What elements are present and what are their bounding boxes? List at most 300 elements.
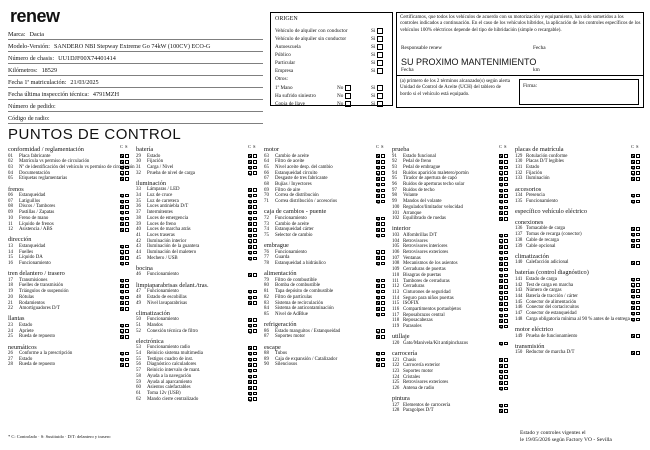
substituted-checkbox[interactable]	[253, 188, 257, 192]
controlled-checkbox[interactable]	[499, 370, 503, 374]
checkbox[interactable]	[377, 60, 383, 66]
substituted-checkbox[interactable]	[504, 194, 508, 198]
substituted-checkbox[interactable]	[504, 325, 508, 329]
substituted-checkbox[interactable]	[125, 250, 129, 254]
substituted-checkbox[interactable]	[125, 352, 129, 356]
substituted-checkbox[interactable]	[253, 194, 257, 198]
substituted-checkbox[interactable]	[253, 234, 257, 238]
controlled-checkbox[interactable]	[120, 296, 124, 300]
substituted-checkbox[interactable]	[125, 245, 129, 249]
substituted-checkbox[interactable]	[381, 171, 385, 175]
controlled-checkbox[interactable]	[499, 257, 503, 261]
checkbox[interactable]	[377, 85, 383, 91]
substituted-checkbox[interactable]	[504, 211, 508, 215]
substituted-checkbox[interactable]	[636, 154, 640, 158]
substituted-checkbox[interactable]	[504, 319, 508, 323]
substituted-checkbox[interactable]	[504, 404, 508, 408]
controlled-checkbox[interactable]	[376, 222, 380, 226]
controlled-checkbox[interactable]	[499, 285, 503, 289]
controlled-checkbox[interactable]	[120, 177, 124, 181]
controlled-checkbox[interactable]	[248, 318, 252, 322]
substituted-checkbox[interactable]	[125, 228, 129, 232]
question-si-checkbox[interactable]	[371, 93, 383, 99]
controlled-checkbox[interactable]	[376, 290, 380, 294]
controlled-checkbox[interactable]	[248, 397, 252, 401]
substituted-checkbox[interactable]	[125, 363, 129, 367]
controlled-checkbox[interactable]	[631, 154, 635, 158]
controlled-checkbox[interactable]	[120, 307, 124, 311]
substituted-checkbox[interactable]	[253, 358, 257, 362]
substituted-checkbox[interactable]	[125, 205, 129, 209]
substituted-checkbox[interactable]	[125, 222, 129, 226]
substituted-checkbox[interactable]	[636, 244, 640, 248]
substituted-checkbox[interactable]	[381, 335, 385, 339]
substituted-checkbox[interactable]	[381, 262, 385, 266]
controlled-checkbox[interactable]	[248, 234, 252, 238]
controlled-checkbox[interactable]	[376, 284, 380, 288]
checkbox[interactable]	[345, 101, 351, 107]
controlled-checkbox[interactable]	[499, 166, 503, 170]
substituted-checkbox[interactable]	[504, 291, 508, 295]
controlled-checkbox[interactable]	[120, 279, 124, 283]
controlled-checkbox[interactable]	[376, 166, 380, 170]
controlled-checkbox[interactable]	[248, 245, 252, 249]
controlled-checkbox[interactable]	[631, 261, 635, 265]
controlled-checkbox[interactable]	[248, 324, 252, 328]
substituted-checkbox[interactable]	[381, 183, 385, 187]
substituted-checkbox[interactable]	[253, 160, 257, 164]
substituted-checkbox[interactable]	[253, 273, 257, 277]
controlled-checkbox[interactable]	[376, 228, 380, 232]
substituted-checkbox[interactable]	[636, 306, 640, 310]
substituted-checkbox[interactable]	[504, 177, 508, 181]
controlled-checkbox[interactable]	[120, 352, 124, 356]
substituted-checkbox[interactable]	[504, 268, 508, 272]
controlled-checkbox[interactable]	[120, 284, 124, 288]
controlled-checkbox[interactable]	[499, 251, 503, 255]
substituted-checkbox[interactable]	[125, 324, 129, 328]
controlled-checkbox[interactable]	[499, 387, 503, 391]
substituted-checkbox[interactable]	[504, 314, 508, 318]
substituted-checkbox[interactable]	[381, 222, 385, 226]
controlled-checkbox[interactable]	[376, 200, 380, 204]
controlled-checkbox[interactable]	[499, 239, 503, 243]
substituted-checkbox[interactable]	[381, 250, 385, 254]
controlled-checkbox[interactable]	[248, 352, 252, 356]
substituted-checkbox[interactable]	[636, 295, 640, 299]
substituted-checkbox[interactable]	[381, 307, 385, 311]
controlled-checkbox[interactable]	[376, 160, 380, 164]
substituted-checkbox[interactable]	[253, 369, 257, 373]
controlled-checkbox[interactable]	[376, 335, 380, 339]
substituted-checkbox[interactable]	[381, 217, 385, 221]
origin-si-checkbox[interactable]	[371, 68, 383, 74]
substituted-checkbox[interactable]	[253, 211, 257, 215]
substituted-checkbox[interactable]	[504, 251, 508, 255]
controlled-checkbox[interactable]	[499, 279, 503, 283]
substituted-checkbox[interactable]	[504, 296, 508, 300]
substituted-checkbox[interactable]	[381, 352, 385, 356]
controlled-checkbox[interactable]	[120, 200, 124, 204]
substituted-checkbox[interactable]	[125, 329, 129, 333]
substituted-checkbox[interactable]	[125, 262, 129, 266]
controlled-checkbox[interactable]	[376, 217, 380, 221]
substituted-checkbox[interactable]	[636, 301, 640, 305]
substituted-checkbox[interactable]	[504, 217, 508, 221]
substituted-checkbox[interactable]	[253, 166, 257, 170]
substituted-checkbox[interactable]	[253, 251, 257, 255]
controlled-checkbox[interactable]	[631, 278, 635, 282]
substituted-checkbox[interactable]	[253, 154, 257, 158]
substituted-checkbox[interactable]	[253, 352, 257, 356]
controlled-checkbox[interactable]	[120, 250, 124, 254]
controlled-checkbox[interactable]	[499, 364, 503, 368]
substituted-checkbox[interactable]	[504, 285, 508, 289]
controlled-checkbox[interactable]	[248, 217, 252, 221]
substituted-checkbox[interactable]	[253, 200, 257, 204]
controlled-checkbox[interactable]	[248, 171, 252, 175]
controlled-checkbox[interactable]	[248, 386, 252, 390]
substituted-checkbox[interactable]	[125, 200, 129, 204]
substituted-checkbox[interactable]	[504, 206, 508, 210]
substituted-checkbox[interactable]	[381, 363, 385, 367]
controlled-checkbox[interactable]	[499, 291, 503, 295]
substituted-checkbox[interactable]	[381, 279, 385, 283]
question-no-checkbox[interactable]	[337, 85, 351, 91]
controlled-checkbox[interactable]	[120, 335, 124, 339]
origin-si-checkbox[interactable]	[371, 28, 383, 34]
controlled-checkbox[interactable]	[499, 409, 503, 413]
origin-si-checkbox[interactable]	[371, 52, 383, 58]
origin-si-checkbox[interactable]	[371, 60, 383, 66]
substituted-checkbox[interactable]	[381, 329, 385, 333]
checkbox[interactable]	[377, 93, 383, 99]
controlled-checkbox[interactable]	[499, 189, 503, 193]
substituted-checkbox[interactable]	[504, 245, 508, 249]
substituted-checkbox[interactable]	[381, 194, 385, 198]
controlled-checkbox[interactable]	[499, 211, 503, 215]
controlled-checkbox[interactable]	[248, 257, 252, 261]
controlled-checkbox[interactable]	[120, 211, 124, 215]
controlled-checkbox[interactable]	[376, 352, 380, 356]
substituted-checkbox[interactable]	[125, 307, 129, 311]
controlled-checkbox[interactable]	[248, 301, 252, 305]
substituted-checkbox[interactable]	[253, 205, 257, 209]
controlled-checkbox[interactable]	[120, 166, 124, 170]
controlled-checkbox[interactable]	[248, 380, 252, 384]
controlled-checkbox[interactable]	[376, 194, 380, 198]
controlled-checkbox[interactable]	[499, 319, 503, 323]
substituted-checkbox[interactable]	[381, 200, 385, 204]
controlled-checkbox[interactable]	[499, 177, 503, 181]
substituted-checkbox[interactable]	[636, 177, 640, 181]
substituted-checkbox[interactable]	[381, 358, 385, 362]
controlled-checkbox[interactable]	[248, 290, 252, 294]
substituted-checkbox[interactable]	[381, 160, 385, 164]
controlled-checkbox[interactable]	[499, 171, 503, 175]
controlled-checkbox[interactable]	[631, 160, 635, 164]
controlled-checkbox[interactable]	[376, 171, 380, 175]
substituted-checkbox[interactable]	[636, 351, 640, 355]
substituted-checkbox[interactable]	[636, 166, 640, 170]
controlled-checkbox[interactable]	[631, 301, 635, 305]
controlled-checkbox[interactable]	[631, 177, 635, 181]
controlled-checkbox[interactable]	[499, 302, 503, 306]
controlled-checkbox[interactable]	[499, 245, 503, 249]
substituted-checkbox[interactable]	[504, 302, 508, 306]
substituted-checkbox[interactable]	[636, 233, 640, 237]
substituted-checkbox[interactable]	[125, 171, 129, 175]
controlled-checkbox[interactable]	[631, 283, 635, 287]
controlled-checkbox[interactable]	[631, 334, 635, 338]
substituted-checkbox[interactable]	[636, 239, 640, 243]
controlled-checkbox[interactable]	[499, 274, 503, 278]
substituted-checkbox[interactable]	[636, 312, 640, 316]
substituted-checkbox[interactable]	[504, 154, 508, 158]
substituted-checkbox[interactable]	[253, 392, 257, 396]
controlled-checkbox[interactable]	[248, 363, 252, 367]
controlled-checkbox[interactable]	[376, 358, 380, 362]
controlled-checkbox[interactable]	[376, 301, 380, 305]
substituted-checkbox[interactable]	[253, 301, 257, 305]
controlled-checkbox[interactable]	[248, 369, 252, 373]
controlled-checkbox[interactable]	[499, 296, 503, 300]
controlled-checkbox[interactable]	[631, 171, 635, 175]
controlled-checkbox[interactable]	[120, 363, 124, 367]
substituted-checkbox[interactable]	[381, 234, 385, 238]
controlled-checkbox[interactable]	[376, 307, 380, 311]
substituted-checkbox[interactable]	[504, 279, 508, 283]
controlled-checkbox[interactable]	[248, 375, 252, 379]
substituted-checkbox[interactable]	[125, 284, 129, 288]
substituted-checkbox[interactable]	[504, 370, 508, 374]
origin-si-checkbox[interactable]	[371, 44, 383, 50]
checkbox[interactable]	[377, 68, 383, 74]
substituted-checkbox[interactable]	[636, 289, 640, 293]
substituted-checkbox[interactable]	[381, 290, 385, 294]
substituted-checkbox[interactable]	[504, 160, 508, 164]
substituted-checkbox[interactable]	[253, 386, 257, 390]
substituted-checkbox[interactable]	[636, 160, 640, 164]
controlled-checkbox[interactable]	[248, 346, 252, 350]
controlled-checkbox[interactable]	[248, 251, 252, 255]
controlled-checkbox[interactable]	[631, 194, 635, 198]
substituted-checkbox[interactable]	[504, 239, 508, 243]
controlled-checkbox[interactable]	[631, 227, 635, 231]
substituted-checkbox[interactable]	[504, 166, 508, 170]
substituted-checkbox[interactable]	[125, 290, 129, 294]
substituted-checkbox[interactable]	[253, 346, 257, 350]
controlled-checkbox[interactable]	[499, 217, 503, 221]
controlled-checkbox[interactable]	[376, 189, 380, 193]
controlled-checkbox[interactable]	[120, 228, 124, 232]
controlled-checkbox[interactable]	[120, 329, 124, 333]
substituted-checkbox[interactable]	[504, 409, 508, 413]
question-no-checkbox[interactable]	[337, 93, 351, 99]
substituted-checkbox[interactable]	[504, 200, 508, 204]
substituted-checkbox[interactable]	[253, 363, 257, 367]
substituted-checkbox[interactable]	[636, 227, 640, 231]
substituted-checkbox[interactable]	[381, 177, 385, 181]
substituted-checkbox[interactable]	[253, 171, 257, 175]
substituted-checkbox[interactable]	[125, 217, 129, 221]
substituted-checkbox[interactable]	[504, 308, 508, 312]
controlled-checkbox[interactable]	[248, 194, 252, 198]
substituted-checkbox[interactable]	[381, 296, 385, 300]
controlled-checkbox[interactable]	[499, 194, 503, 198]
controlled-checkbox[interactable]	[248, 392, 252, 396]
substituted-checkbox[interactable]	[125, 301, 129, 305]
substituted-checkbox[interactable]	[253, 329, 257, 333]
substituted-checkbox[interactable]	[504, 375, 508, 379]
controlled-checkbox[interactable]	[248, 200, 252, 204]
substituted-checkbox[interactable]	[504, 364, 508, 368]
controlled-checkbox[interactable]	[120, 290, 124, 294]
substituted-checkbox[interactable]	[253, 222, 257, 226]
substituted-checkbox[interactable]	[125, 154, 129, 158]
checkbox[interactable]	[345, 85, 351, 91]
controlled-checkbox[interactable]	[248, 329, 252, 333]
controlled-checkbox[interactable]	[376, 177, 380, 181]
substituted-checkbox[interactable]	[381, 301, 385, 305]
question-si-checkbox[interactable]	[371, 101, 383, 107]
controlled-checkbox[interactable]	[631, 244, 635, 248]
substituted-checkbox[interactable]	[504, 262, 508, 266]
substituted-checkbox[interactable]	[381, 154, 385, 158]
controlled-checkbox[interactable]	[631, 351, 635, 355]
checkbox[interactable]	[345, 93, 351, 99]
controlled-checkbox[interactable]	[248, 160, 252, 164]
substituted-checkbox[interactable]	[253, 380, 257, 384]
substituted-checkbox[interactable]	[504, 257, 508, 261]
controlled-checkbox[interactable]	[248, 188, 252, 192]
checkbox[interactable]	[377, 28, 383, 34]
controlled-checkbox[interactable]	[631, 166, 635, 170]
controlled-checkbox[interactable]	[120, 194, 124, 198]
controlled-checkbox[interactable]	[376, 154, 380, 158]
substituted-checkbox[interactable]	[636, 171, 640, 175]
substituted-checkbox[interactable]	[253, 217, 257, 221]
controlled-checkbox[interactable]	[499, 308, 503, 312]
controlled-checkbox[interactable]	[499, 262, 503, 266]
substituted-checkbox[interactable]	[125, 177, 129, 181]
controlled-checkbox[interactable]	[499, 154, 503, 158]
substituted-checkbox[interactable]	[636, 261, 640, 265]
controlled-checkbox[interactable]	[376, 363, 380, 367]
substituted-checkbox[interactable]	[125, 358, 129, 362]
controlled-checkbox[interactable]	[248, 358, 252, 362]
controlled-checkbox[interactable]	[120, 217, 124, 221]
controlled-checkbox[interactable]	[120, 358, 124, 362]
substituted-checkbox[interactable]	[504, 234, 508, 238]
controlled-checkbox[interactable]	[248, 228, 252, 232]
controlled-checkbox[interactable]	[376, 234, 380, 238]
substituted-checkbox[interactable]	[504, 381, 508, 385]
controlled-checkbox[interactable]	[499, 314, 503, 318]
controlled-checkbox[interactable]	[499, 342, 503, 346]
controlled-checkbox[interactable]	[120, 154, 124, 158]
substituted-checkbox[interactable]	[636, 318, 640, 322]
checkbox[interactable]	[377, 101, 383, 107]
substituted-checkbox[interactable]	[504, 274, 508, 278]
substituted-checkbox[interactable]	[253, 290, 257, 294]
controlled-checkbox[interactable]	[499, 200, 503, 204]
substituted-checkbox[interactable]	[381, 228, 385, 232]
substituted-checkbox[interactable]	[253, 257, 257, 261]
controlled-checkbox[interactable]	[499, 404, 503, 408]
substituted-checkbox[interactable]	[125, 256, 129, 260]
substituted-checkbox[interactable]	[253, 324, 257, 328]
substituted-checkbox[interactable]	[381, 256, 385, 260]
substituted-checkbox[interactable]	[125, 279, 129, 283]
controlled-checkbox[interactable]	[499, 325, 503, 329]
substituted-checkbox[interactable]	[636, 200, 640, 204]
controlled-checkbox[interactable]	[499, 234, 503, 238]
substituted-checkbox[interactable]	[636, 334, 640, 338]
substituted-checkbox[interactable]	[504, 189, 508, 193]
controlled-checkbox[interactable]	[248, 239, 252, 243]
controlled-checkbox[interactable]	[376, 313, 380, 317]
substituted-checkbox[interactable]	[125, 166, 129, 170]
controlled-checkbox[interactable]	[120, 205, 124, 209]
substituted-checkbox[interactable]	[253, 296, 257, 300]
substituted-checkbox[interactable]	[381, 166, 385, 170]
substituted-checkbox[interactable]	[381, 313, 385, 317]
controlled-checkbox[interactable]	[376, 256, 380, 260]
substituted-checkbox[interactable]	[253, 245, 257, 249]
question-si-checkbox[interactable]	[371, 85, 383, 91]
substituted-checkbox[interactable]	[125, 194, 129, 198]
controlled-checkbox[interactable]	[248, 296, 252, 300]
controlled-checkbox[interactable]	[248, 222, 252, 226]
controlled-checkbox[interactable]	[499, 358, 503, 362]
controlled-checkbox[interactable]	[120, 222, 124, 226]
substituted-checkbox[interactable]	[636, 278, 640, 282]
controlled-checkbox[interactable]	[631, 233, 635, 237]
controlled-checkbox[interactable]	[499, 206, 503, 210]
controlled-checkbox[interactable]	[248, 166, 252, 170]
controlled-checkbox[interactable]	[120, 160, 124, 164]
controlled-checkbox[interactable]	[499, 183, 503, 187]
checkbox[interactable]	[377, 36, 383, 42]
controlled-checkbox[interactable]	[120, 256, 124, 260]
controlled-checkbox[interactable]	[248, 273, 252, 277]
substituted-checkbox[interactable]	[253, 239, 257, 243]
controlled-checkbox[interactable]	[499, 268, 503, 272]
question-no-checkbox[interactable]	[337, 101, 351, 107]
controlled-checkbox[interactable]	[248, 211, 252, 215]
substituted-checkbox[interactable]	[125, 335, 129, 339]
controlled-checkbox[interactable]	[120, 262, 124, 266]
substituted-checkbox[interactable]	[125, 160, 129, 164]
substituted-checkbox[interactable]	[504, 387, 508, 391]
controlled-checkbox[interactable]	[631, 239, 635, 243]
controlled-checkbox[interactable]	[376, 250, 380, 254]
substituted-checkbox[interactable]	[253, 397, 257, 401]
substituted-checkbox[interactable]	[253, 318, 257, 322]
controlled-checkbox[interactable]	[631, 295, 635, 299]
substituted-checkbox[interactable]	[381, 284, 385, 288]
substituted-checkbox[interactable]	[253, 375, 257, 379]
controlled-checkbox[interactable]	[120, 324, 124, 328]
controlled-checkbox[interactable]	[120, 171, 124, 175]
controlled-checkbox[interactable]	[499, 381, 503, 385]
substituted-checkbox[interactable]	[125, 211, 129, 215]
substituted-checkbox[interactable]	[125, 296, 129, 300]
substituted-checkbox[interactable]	[636, 283, 640, 287]
checkbox[interactable]	[377, 52, 383, 58]
controlled-checkbox[interactable]	[376, 296, 380, 300]
